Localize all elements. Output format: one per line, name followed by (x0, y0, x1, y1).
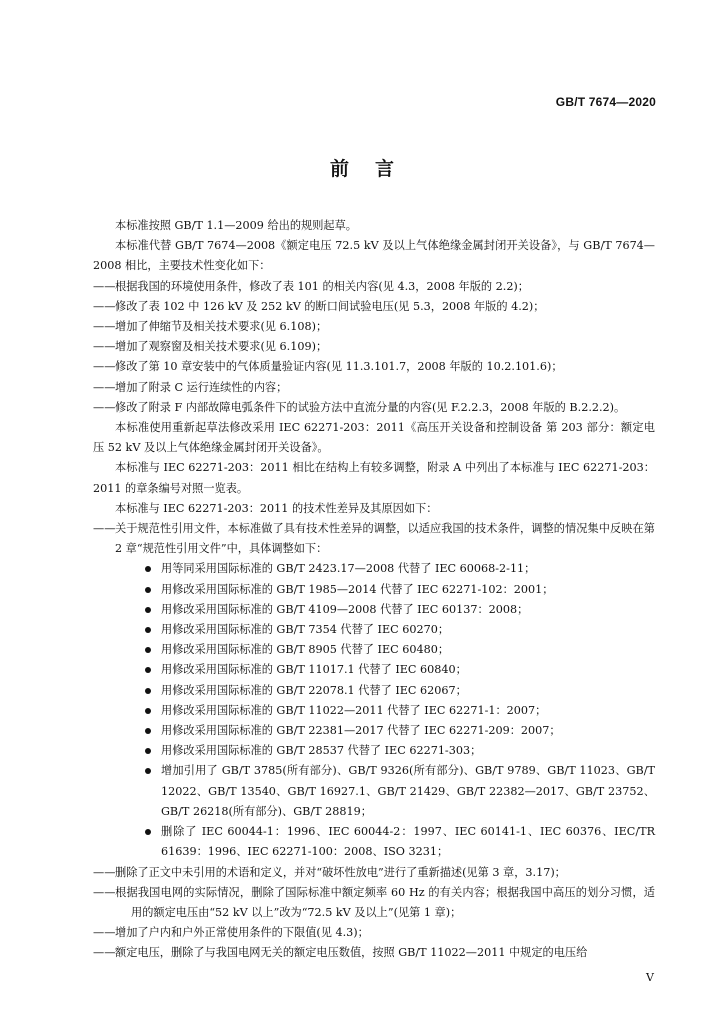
bullet-icon (145, 607, 151, 613)
bullet-icon (145, 748, 151, 754)
standard-number: GB/T 7674—2020 (555, 95, 656, 109)
bullet-icon (145, 566, 151, 572)
change-item: ——增加了观察窗及相关技术要求(见 6.109)； (93, 340, 328, 354)
bullet-item: 用修改采用国际标准的 GB/T 22381—2017 代替了 IEC 62271-209：2007； (93, 721, 655, 741)
bullet-item: 用修改采用国际标准的 GB/T 8905 代替了 IEC 60480； (93, 640, 655, 660)
bullet-item: 用修改采用国际标准的 GB/T 4109—2008 代替了 IEC 60137：2008； (93, 600, 655, 620)
change-item: ——根据我国的环境使用条件，修改了表 101 的相关内容(见 4.3，2008 年版的 2.2)； (93, 279, 529, 293)
difference-item: ——增加了户内和户外正常使用条件的下限值(见 4.3)； (93, 926, 369, 940)
bullet-item: 用修改采用国际标准的 GB/T 28537 代替了 IEC 62271-303； (93, 741, 655, 761)
bullet-item: 用修改采用国际标准的 GB/T 22078.1 代替了 IEC 62067； (93, 681, 655, 701)
bullet-icon (145, 768, 151, 774)
bullet-item: 用等同采用国际标准的 GB/T 2423.17—2008 代替了 IEC 60068-2-11； (93, 559, 655, 579)
change-item: ——增加了伸缩节及相关技术要求(见 6.108)； (93, 320, 328, 334)
bullet-icon (145, 688, 151, 694)
paragraph-replacement: 本标准代替 GB/T 7674—2008《额定电压 72.5 kV 及以上气体绝缘金属封闭开关设备》，与 GB/T 7674—2008 相比，主要技术性变化如下： (93, 239, 655, 273)
difference-item: ——根据我国电网的实际情况，删除了国际标准中额定频率 60 Hz 的有关内容；根据我国中高压的划分习惯，适用的额定电压由“52 kV 以上”改为“72.5 kV 及以上”(见第 1 章)； (93, 885, 655, 919)
paragraph-differences: 本标准与 IEC 62271-203：2011 的技术性差异及其原因如下： (115, 501, 438, 515)
bullet-icon (145, 728, 151, 734)
change-item: ——修改了附录 F 内部故障电弧条件下的试验方法中直流分量的内容(见 F.2.2.3，2008 年版的 B.2.2.2)。 (93, 400, 626, 414)
difference-intro: ——关于规范性引用文件，本标准做了具有技术性差异的调整，以适应我国的技术条件，调整的情况集中反映在第 2 章“规范性引用文件”中，具体调整如下： (93, 522, 655, 556)
paragraph-structure: 本标准与 IEC 62271-203：2011 相比在结构上有较多调整，附录 A 中列出了本标准与 IEC 62271-203：2011 的章条编号对照一览表。 (93, 461, 655, 495)
change-item: ——增加了附录 C 运行连续性的内容； (93, 380, 288, 394)
bullet-item: 删除了 IEC 60044-1：1996、IEC 60044-2：1997、IEC 60141-1、IEC 60376、IEC/TR 61639：1996、IEC 62271-100：2008、ISO 3231； (93, 822, 655, 862)
paragraph-adoption: 本标准使用重新起草法修改采用 IEC 62271-203：2011《高压开关设备和控制设备 第 203 部分：额定电压 52 kV 及以上气体绝缘金属封闭开关设备》。 (93, 421, 655, 455)
page-title: 前言 (329, 158, 420, 180)
bullet-item: 用修改采用国际标准的 GB/T 1985—2014 代替了 IEC 62271-102：2001； (93, 580, 655, 600)
bullet-icon (145, 708, 151, 714)
document-body (93, 216, 655, 964)
page-number: V (646, 971, 654, 984)
bullet-item: 用修改采用国际标准的 GB/T 11022—2011 代替了 IEC 62271-1：2007； (93, 701, 655, 721)
paragraph-drafting-rules: 本标准按照 GB/T 1.1—2009 给出的规则起草。 (115, 219, 357, 232)
change-item: ——修改了表 102 中 126 kV 及 252 kV 的断口间试验电压(见 5.3，2008 年版的 4.2)； (93, 299, 545, 313)
bullet-item: 增加引用了 GB/T 3785(所有部分)、GB/T 9326(所有部分)、GB/T 9789、GB/T 11023、GB/T 12022、GB/T 13540、GB/T 16927.1、GB/T 21429、GB/T 22382—2017、GB/T 23752、GB/T 26218(所有部分)、GB/T 28819； (93, 761, 655, 822)
bullet-item: 用修改采用国际标准的 GB/T 7354 代替了 IEC 60270； (93, 620, 655, 640)
bullet-icon (145, 627, 151, 633)
bullet-icon (145, 647, 151, 653)
change-item: ——修改了第 10 章安装中的气体质量验证内容(见 11.3.101.7，2008 年版的 10.2.101.6)； (93, 360, 563, 374)
bullet-item: 用修改采用国际标准的 GB/T 11017.1 代替了 IEC 60840； (93, 660, 655, 680)
bullet-icon (145, 829, 151, 835)
difference-item: ——删除了正文中未引用的术语和定义，并对“破坏性放电”进行了重新描述(见第 3 章，3.17)； (93, 865, 566, 879)
bullet-icon (145, 587, 151, 593)
difference-item: ——额定电压，删除了与我国电网无关的额定电压数值，按照 GB/T 11022—2011 中规定的电压给 (93, 946, 588, 960)
bullet-icon (145, 667, 151, 673)
